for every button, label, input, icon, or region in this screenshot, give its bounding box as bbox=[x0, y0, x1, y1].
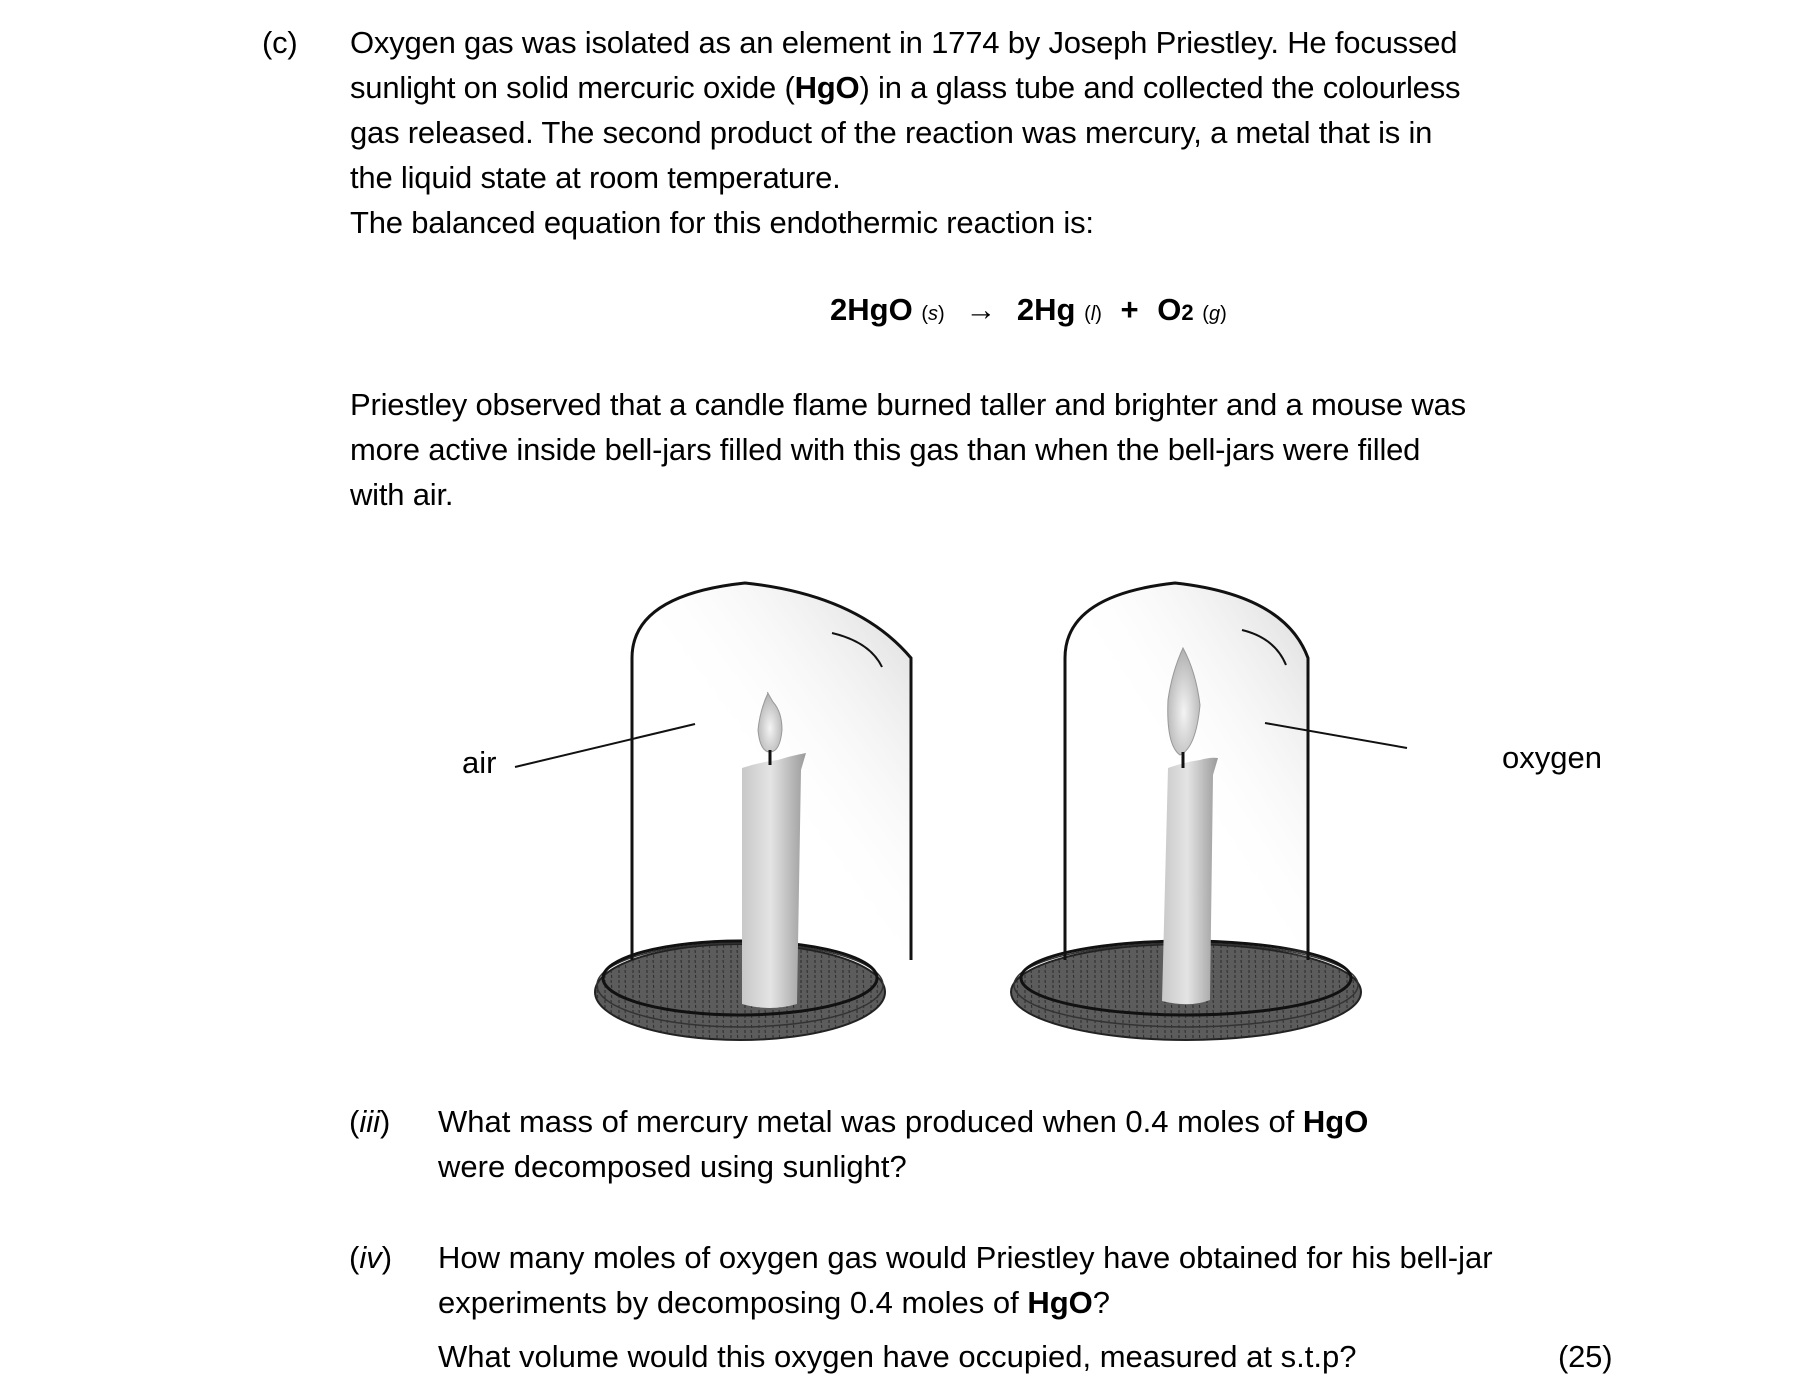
question-iv-line-1: How many moles of oxygen gas would Priestley have obtained for his bell-jar bbox=[438, 1240, 1493, 1275]
eq-reactant-state: (s) bbox=[921, 303, 945, 325]
obs-line-3: with air. bbox=[350, 477, 454, 512]
eq-product1-state: (l) bbox=[1084, 303, 1102, 325]
eq-plus: + bbox=[1120, 292, 1139, 327]
question-iv-line-2-text: experiments by decomposing 0.4 moles of bbox=[438, 1285, 1028, 1320]
question-iii-number: (iii) bbox=[349, 1104, 391, 1139]
question-iv-line-2-end: ? bbox=[1092, 1285, 1110, 1320]
eq-product2: O bbox=[1157, 292, 1182, 327]
right-bell-jar bbox=[1011, 583, 1361, 1040]
eq-reactant-state-value: s bbox=[927, 303, 938, 325]
eq-arrow: → bbox=[965, 292, 997, 327]
question-iii-line-1 bbox=[438, 1099, 1368, 1144]
question-iii-text bbox=[438, 1099, 1368, 1189]
question-iv-line-3: What volume would this oxygen have occupied, measured at s.t.p? bbox=[438, 1339, 1357, 1374]
obs-line-2: more active inside bell-jars filled with this gas than when the bell-jars were filled bbox=[350, 432, 1421, 467]
air-label: air bbox=[462, 745, 497, 780]
eq-product2-subscript: 2 bbox=[1181, 300, 1194, 325]
eq-reactant: 2HgO bbox=[830, 292, 913, 327]
eq-product2-state: (g) bbox=[1202, 303, 1227, 325]
question-iii-line-2: were decomposed using sunlight? bbox=[438, 1149, 907, 1184]
part-label: (c) bbox=[262, 25, 298, 60]
question-iv-text bbox=[438, 1235, 1493, 1379]
marks-label: (25) bbox=[1558, 1339, 1613, 1374]
question-iv-line-2 bbox=[438, 1280, 1493, 1325]
intro-line-5: The balanced equation for this endothermic reaction is: bbox=[350, 205, 1094, 240]
intro-line-3: gas released. The second product of the reaction was mercury, a metal that is in bbox=[350, 115, 1433, 150]
oxygen-label: oxygen bbox=[1502, 740, 1602, 775]
eq-product2-state-value: g bbox=[1208, 303, 1221, 325]
formula-hgo: HgO bbox=[1302, 1104, 1369, 1139]
eq-product1-state-value: l bbox=[1090, 303, 1096, 325]
obs-line-1: Priestley observed that a candle flame burned taller and brighter and a mouse was bbox=[350, 387, 1466, 422]
eq-product1: 2Hg bbox=[1016, 292, 1076, 327]
formula-hgo: HgO bbox=[794, 70, 860, 105]
intro-line-4: the liquid state at room temperature. bbox=[350, 160, 841, 195]
intro-line-2-post: ) in a glass tube and collected the colourless bbox=[859, 70, 1461, 105]
question-iii-numeral: iii bbox=[359, 1104, 380, 1139]
formula-hgo: HgO bbox=[1027, 1285, 1093, 1320]
intro-line-1: Oxygen gas was isolated as an element in 1774 by Joseph Priestley. He focussed bbox=[350, 25, 1458, 60]
question-iv-numeral: iv bbox=[359, 1240, 382, 1275]
question-iii-line-1-text: What mass of mercury metal was produced when 0.4 moles of bbox=[438, 1104, 1303, 1139]
intro-line-2-pre: sunlight on solid mercuric oxide ( bbox=[350, 70, 795, 105]
question-iv-number: (iv) bbox=[349, 1240, 393, 1275]
left-bell-jar bbox=[595, 583, 911, 1040]
